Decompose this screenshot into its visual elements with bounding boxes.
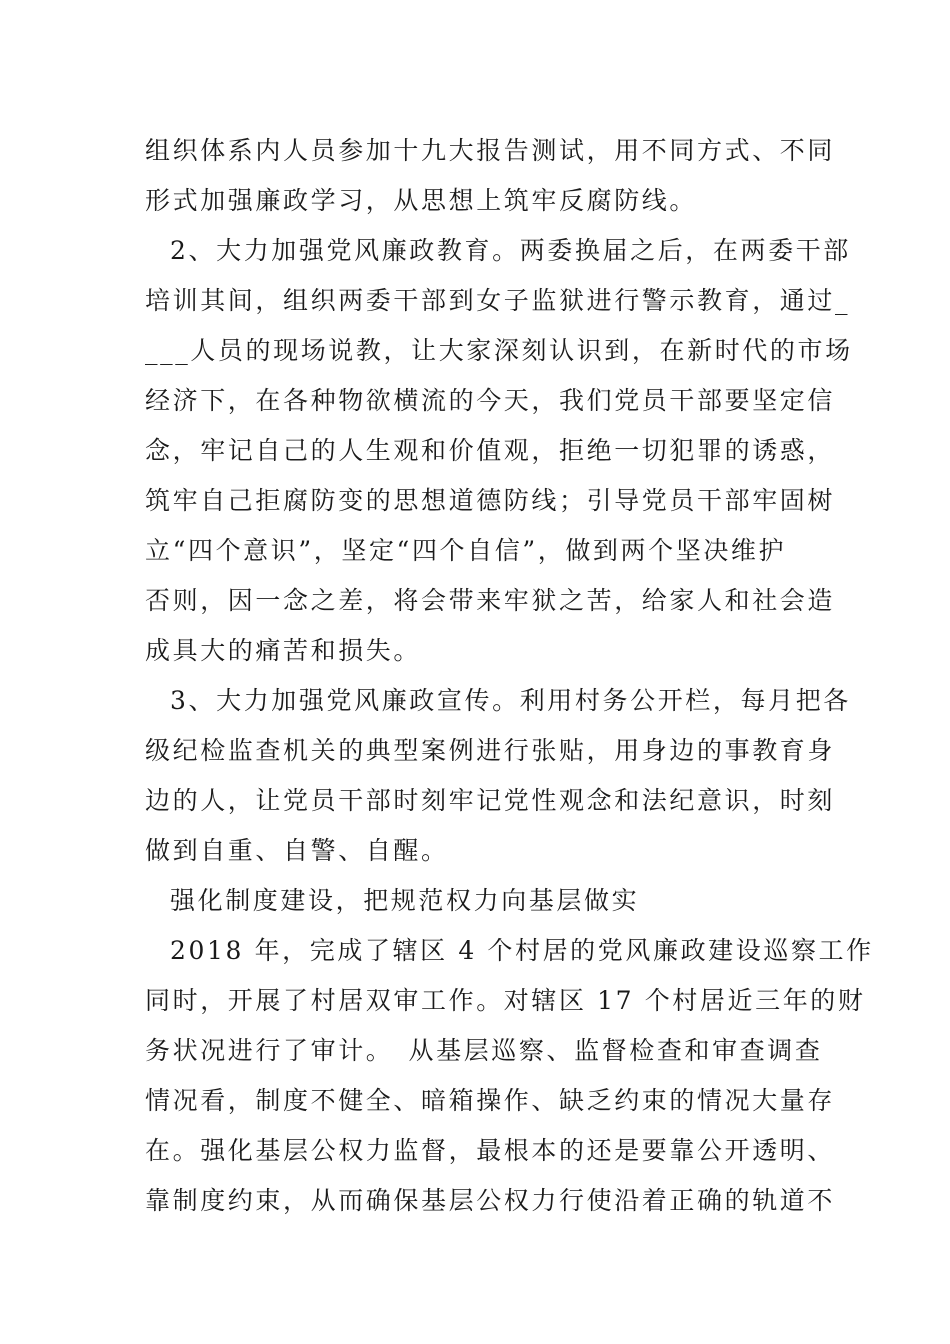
text-line: 组织体系内人员参加十九大报告测试，用不同方式、不同 [145,136,836,165]
text-line: 2、大力加强党风廉政教育。两委换届之后，在两委干部 [170,236,851,265]
text-line: 经济下，在各种物欲横流的今天，我们党员干部要坚定信 [145,386,836,415]
text-line: 形式加强廉政学习，从思想上筑牢反腐防线。 [145,186,698,215]
text-line: 筑牢自己拒腐防变的思想道德防线；引导党员干部牢固树 [145,486,836,515]
text-line: 边的人，让党员干部时刻牢记党性观念和法纪意识，时刻 [145,786,836,815]
text-line: ___人员的现场说教，让大家深刻认识到，在新时代的市场 [145,336,853,365]
text-line: 做到自重、自警、自醒。 [145,836,449,865]
text-line: 务状况进行了审计。 从基层巡察、监督检查和审查调查 [145,1036,823,1065]
text-line: 靠制度约束，从而确保基层公权力行使沿着正确的轨道不 [145,1186,836,1215]
text-line: 3、大力加强党风廉政宣传。利用村务公开栏，每月把各 [170,686,851,715]
text-line: 成具大的痛苦和损失。 [145,636,422,665]
text-line: 立“四个意识”，坚定“四个自信”，做到两个坚决维护 [145,536,787,565]
text-line: 情况看，制度不健全、暗箱操作、缺乏约束的情况大量存 [145,1086,836,1115]
text-line: 级纪检监查机关的典型案例进行张贴，用身边的事教育身 [145,736,836,765]
text-line: 否则，因一念之差，将会带来牢狱之苦，给家人和社会造 [145,586,836,615]
text-line: 念，牢记自己的人生观和价值观，拒绝一切犯罪的诱惑， [145,436,836,465]
text-line: 在。强化基层公权力监督，最根本的还是要靠公开透明、 [145,1136,836,1165]
text-line: 培训其间，组织两委干部到女子监狱进行警示教育，通过_ [145,286,851,315]
text-line: 同时，开展了村居双审工作。对辖区 17 个村居近三年的财 [145,986,866,1015]
section-heading: 强化制度建设，把规范权力向基层做实 [170,886,640,915]
text-line: 2018 年，完成了辖区 4 个村居的党风廉政建设巡察工作 [170,936,874,965]
